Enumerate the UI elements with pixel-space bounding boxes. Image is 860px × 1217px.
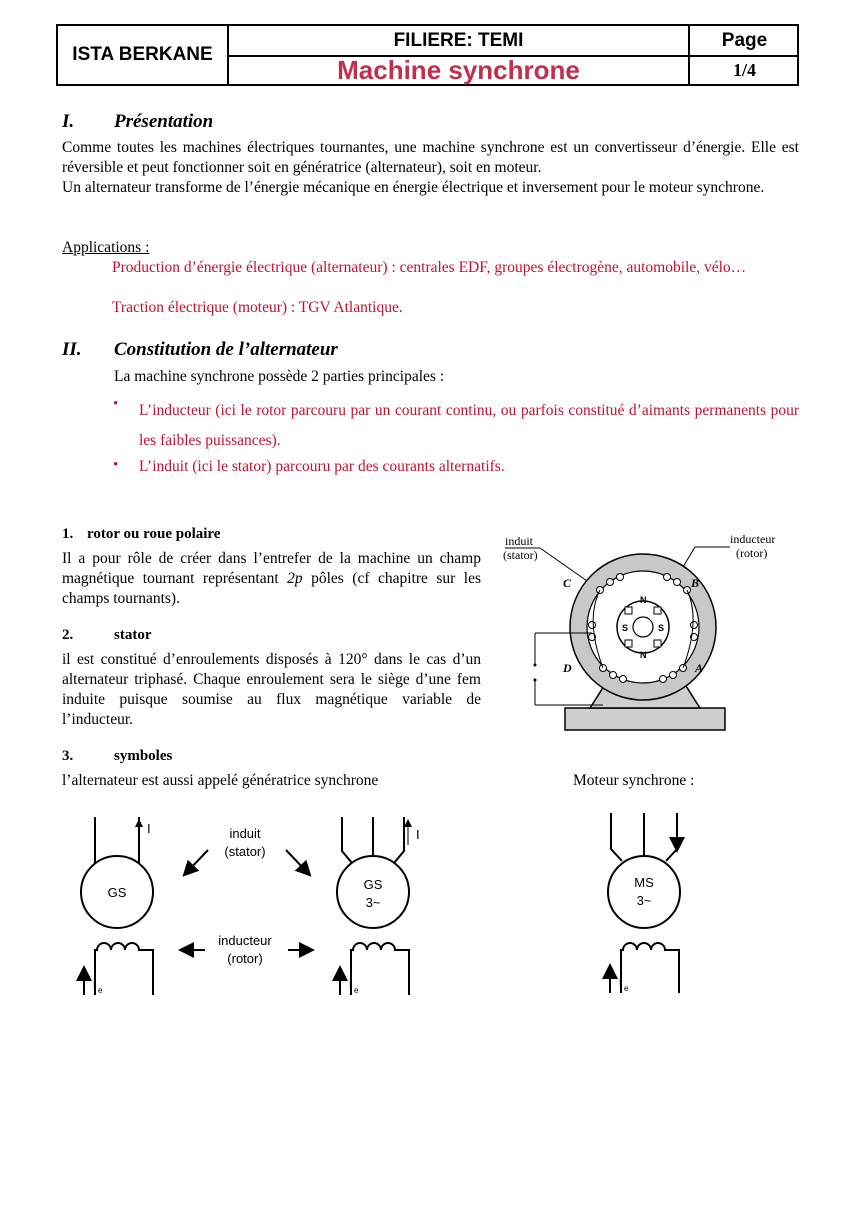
- fig-label-inducteur: inducteur: [730, 532, 776, 546]
- sub1-text: [62, 549, 481, 609]
- bullet-dot: •: [113, 396, 119, 412]
- gs3-current-i: I: [416, 827, 420, 842]
- sub3-left-caption: l’alternateur est aussi appelé génératrice synchrone: [62, 772, 379, 789]
- pole-s-left: S: [622, 623, 629, 633]
- sub1-text-b: pôles (cf chapitre sur les champs tournants).: [62, 570, 481, 607]
- ms3-current-ie: i: [619, 975, 622, 989]
- page-label: Page: [688, 26, 799, 57]
- section1-title: Présentation: [114, 111, 214, 132]
- sym-label-stator: (stator): [224, 844, 266, 859]
- section2-number: II.: [62, 339, 82, 360]
- pole-s-right: S: [658, 623, 665, 633]
- gs3-label-2: 3~: [365, 895, 381, 910]
- ms3-label-2: 3~: [636, 893, 652, 908]
- sub3-title: symboles: [114, 748, 173, 764]
- application-2: Traction électrique (moteur) : TGV Atlantique.: [112, 299, 403, 316]
- symbols-diagram: [60, 805, 740, 1005]
- sym-label-induit: induit: [229, 826, 261, 841]
- sub1-number: 1.: [62, 526, 74, 542]
- phase-b: B: [691, 576, 700, 590]
- fig-label-rotor: (rotor): [736, 546, 768, 560]
- gs3-current-ie: i: [349, 977, 352, 991]
- phase-c: C: [563, 576, 572, 590]
- bullet-inducteur: L’inducteur (ici le rotor parcouru par un courant continu, ou parfois constitué d’aimants permanents pour les faibles puissances).: [139, 402, 799, 449]
- sym-label-inducteur: inducteur: [218, 933, 272, 948]
- gs-current-ie-sub: e: [98, 986, 103, 995]
- sub2-text: il est constitué d’enroulements disposés à 120° dans le cas d’un alternateur triphasé. Chaque enroulement sera le siège d’une fem induite puisque soumise au flux magnétique variable de l’inducteur.: [62, 651, 481, 728]
- header-table: [56, 24, 799, 86]
- gs-label: GS: [107, 885, 127, 900]
- gs-current-ie: i: [93, 977, 96, 991]
- sub1-text-var: 2p: [287, 570, 303, 587]
- filiere: FILIERE: TEMI: [229, 26, 688, 57]
- bullet-induit: L’induit (ici le stator) parcouru par des courants alternatifs.: [139, 458, 505, 475]
- ms3-symbol: [608, 813, 680, 993]
- phase-d: D: [563, 661, 572, 675]
- sub1-text-a: Il a pour rôle de créer dans l’entrefer de la machine un champ magnétique tournant représentant: [62, 550, 481, 587]
- pole-n-bottom: N: [640, 650, 647, 660]
- fig-label-stator: (stator): [503, 548, 538, 562]
- ms3-current-ie-sub: e: [624, 984, 629, 993]
- fig-label-induit: induit: [505, 534, 534, 548]
- applications-label: Applications :: [62, 239, 150, 256]
- sub1-title: rotor ou roue polaire: [87, 526, 221, 542]
- page-number: 1/4: [688, 57, 799, 84]
- ms3-label-1: MS: [634, 875, 654, 890]
- pole-n-top: N: [640, 595, 647, 605]
- alternator-figure: [495, 525, 795, 737]
- school-name: ISTA BERKANE: [58, 26, 229, 84]
- bullet-dot: •: [113, 457, 119, 473]
- sub2-title: stator: [114, 627, 152, 643]
- machine-base: [565, 708, 725, 730]
- section2-title: Constitution de l’alternateur: [114, 339, 338, 360]
- gs-symbol: [81, 817, 153, 995]
- gs3-label-1: GS: [363, 877, 383, 892]
- section2-intro: La machine synchrone possède 2 parties principales :: [114, 368, 445, 385]
- section1-number: I.: [62, 111, 75, 132]
- sub3-right-caption: Moteur synchrone :: [573, 772, 695, 789]
- sub2-number: 2.: [62, 627, 74, 643]
- section1-para2: Un alternateur transforme de l’énergie mécanique en énergie électrique et inversement pour le moteur synchrone.: [62, 179, 765, 196]
- gs3-symbol: [337, 817, 420, 995]
- sub3-number: 3.: [62, 748, 74, 764]
- gs3-current-ie-sub: e: [354, 986, 359, 995]
- sym-label-rotor: (rotor): [227, 951, 263, 966]
- gs-current-i: I: [147, 821, 151, 836]
- page-title: Machine synchrone: [337, 55, 580, 85]
- section1-para1: Comme toutes les machines électriques tournantes, une machine synchrone est un convertisseur d’énergie. Elle est réversible et peut fonctionner soit en génératrice (alternateur), soit en moteur.: [62, 139, 799, 176]
- phase-a: A: [695, 661, 704, 675]
- application-1: Production d’énergie électrique (alternateur) : centrales EDF, groupes électrogène, automobile, vélo…: [112, 259, 747, 276]
